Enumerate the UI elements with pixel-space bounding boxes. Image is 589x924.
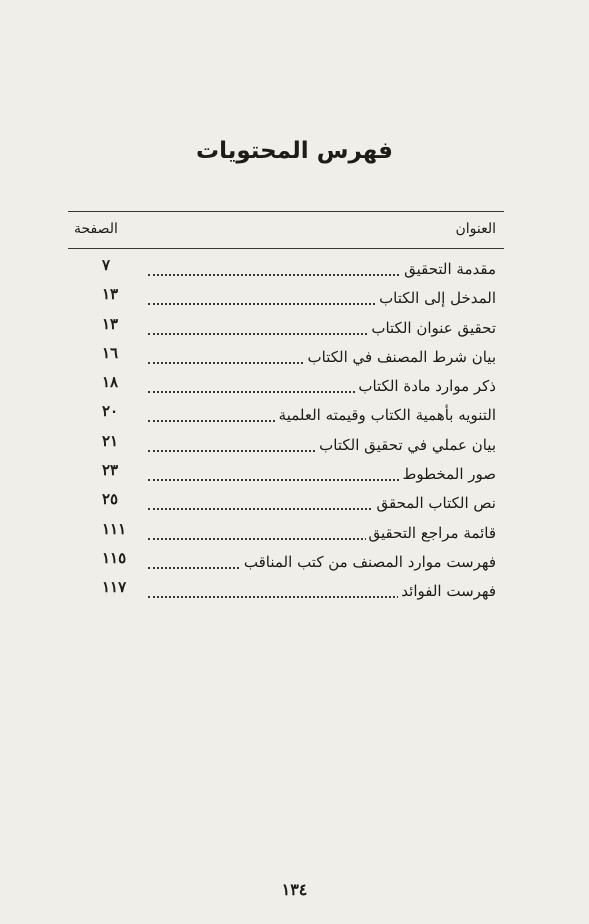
toc-entry (74, 398, 499, 427)
toc-entry (74, 457, 499, 486)
toc-list (74, 252, 499, 604)
toc-entry-label: المدخل إلى الكتاب (376, 289, 496, 307)
toc-entry (74, 340, 499, 369)
toc-entry-page: ١٨ (102, 373, 119, 392)
toc-entry (74, 311, 499, 340)
toc-entry (74, 428, 499, 457)
header-top-rule (68, 211, 504, 212)
toc-entry-page: ٢١ (102, 431, 119, 450)
toc-entry-label: التنويه بأهمية الكتاب وقيمته العلمية (276, 406, 496, 424)
toc-entry-label: فهرست موارد المصنف من كتب المناقب (241, 553, 496, 571)
toc-entry-page: ١٣ (102, 314, 119, 333)
toc-entry-page: ٢٣ (102, 461, 119, 480)
dot-leader (148, 274, 419, 276)
page-number: ١٣٤ (281, 880, 308, 899)
page-title: فهرس المحتويات (195, 138, 393, 164)
toc-entry (74, 369, 499, 398)
toc-entry-label: فهرست الفوائد (398, 582, 496, 600)
toc-entry-label: مقدمة التحقيق (401, 260, 496, 278)
toc-entry-label: صور المخطوط (399, 465, 496, 483)
toc-entry-label: تحقيق عنوان الكتاب (368, 319, 496, 337)
toc-entry (74, 516, 499, 545)
toc-entry-page: ١٦ (102, 343, 119, 362)
toc-entry-label: بيان شرط المصنف في الكتاب (305, 348, 496, 366)
toc-entry-label: قائمة مراجع التحقيق (366, 524, 496, 542)
column-header-title: العنوان (455, 221, 496, 237)
dot-leader (148, 479, 419, 481)
toc-entry-page: ٢٥ (102, 490, 119, 509)
toc-entry-page: ١١٥ (102, 548, 127, 567)
column-header-page: الصفحة (74, 221, 118, 237)
toc-entry-page: ٧ (102, 256, 111, 274)
toc-header (74, 221, 499, 243)
toc-entry-label: نص الكتاب المحقق (373, 494, 496, 512)
toc-entry-page: ١٣ (102, 285, 119, 304)
toc-entry (74, 486, 499, 515)
toc-entry-label: بيان عملي في تحقيق الكتاب (316, 436, 496, 454)
toc-entry (74, 545, 499, 574)
dot-leader (148, 596, 419, 598)
toc-entry (74, 281, 499, 310)
toc-entry-page: ٢٠ (102, 402, 119, 421)
header-bottom-rule (68, 248, 504, 249)
toc-entry (74, 574, 499, 603)
toc-entry-page: ١١٧ (102, 578, 127, 597)
toc-entry-page: ١١١ (102, 519, 127, 538)
toc-entry (74, 252, 499, 281)
toc-entry-label: ذكر موارد مادة الكتاب (355, 377, 496, 395)
